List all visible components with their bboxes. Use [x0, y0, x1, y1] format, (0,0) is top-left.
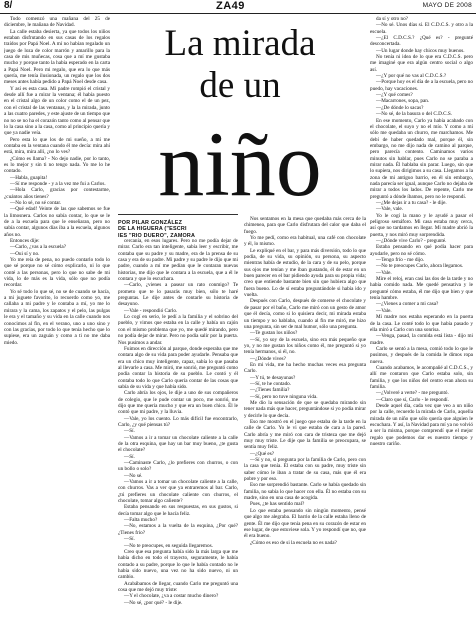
article-paragraph: Todo comenzó una mañana del 25 de diciembre, le mañana de Navidad.: [4, 16, 110, 29]
article-paragraph: Mi madre nos estaba esperando en la puerta de la casa. Le conté todo lo que había pasado y ella miró a Carlo con una sonrisa.: [370, 314, 473, 333]
article-paragraph: En mi vida, me ha hecho muchas veces esa pregunta Carlo.: [244, 361, 366, 375]
article-paragraph: —¿Me dejas ir a tu casa? - le dije.: [376, 199, 447, 206]
article-paragraph: —Carlo, ¿vienes a pasear un rato conmigo? Te prometo que te lo pasarás muy bien, sólo te haré preguntas. Le dije antes de contarle su historia de desayuno.: [118, 282, 238, 308]
article-paragraph: Eso me sorprendió bastante. Carlo se había quedado sin familia, no sabía lo que hacer con ella. Él no estaba con su madre, sino en una casa de acogida.: [244, 482, 366, 502]
article-paragraph: —Oui sí y no.: [10, 250, 40, 257]
article-paragraph: —Vale.: [376, 269, 392, 276]
article-paragraph: Y así es esta casa. Mi padre rompió el cristal y desde allí fue a mirar la ventana; él había puesto en el cristal algo de un color como el de un pez, con el cristal de las ventanas, y la la mirada, junto a las cuatro paredes, y este ajuste de un tiempo que no no se no ha el corazón tanto como al pensar que lo la casa sino a la casa, como al principio quería y que ya nadie veía.: [4, 85, 110, 137]
article-paragraph: —Vale, vale.: [376, 206, 403, 213]
article-paragraph: —Vamos a ir a tomar un chocolate caliente a la calle, con churros. Vas a ver que ya entraremos al bar. Carlo, ¿tú prefieres un chocolate caliente con churros, el chocolate, tomar algo caliente?: [118, 479, 238, 505]
article-paragraph: Nos sentamos en la mesa que quedaba más cerca de la chimenea, para que Carlo disfrutara del calor que daba el fuego.: [244, 216, 366, 235]
article-paragraph: —¿Dónde vives?: [250, 355, 286, 362]
article-paragraph: Pero esta lo que los de mi sueño, a mí me contaba en la ventana cuando él me decía: mira ahí está, mira, mira allí, ¿no lo ves?: [4, 136, 110, 156]
article-paragraph: En ese momento, Carlo ya había acabado con el chocolate, el suyo y no el mío. Y como a mí sólo me quedaba un churro, me marchamos. Me debí de haber quedado mal, porque él, sin embargo, no me dijo nada de camino al parque, pero parecía contento. Caminamos varios minutos sin hablar, pues Carlo no se paraba a mirar nada. Él hablaba sin parar. Luego, sin que lo supiera, nos dirigimos a su casa. Llegamos a la zona de mi antiguo barrio, en él sin embargo, nada parecía ser igual, aunque Carlo no dejaba de mirar a todos los lados. De repente, Carlo me preguntó a dónde íbamos, pero no le respondí.: [370, 117, 473, 200]
article-paragraph: —No te preocupes, en seguida llegaremos.: [124, 542, 213, 549]
article-paragraph: —Sí.: [124, 536, 135, 543]
article-column-3: [244, 216, 366, 636]
article-paragraph: —Carlo, ¿vas a la escuela?: [10, 244, 67, 251]
article-paragraph: —¿Volveré a verte? - me preguntó.: [376, 390, 449, 397]
article-paragraph: —Porque hoy es el día de a la escuela, pero no puedo, hay vacaciones.: [370, 79, 473, 92]
headline-line-3: niño: [158, 113, 322, 215]
article-paragraph: —No sé, ¿por qué? - le dije.: [124, 599, 183, 606]
article-paragraph: —Venga, pasad, la comida está lista - dijo mi madre.: [370, 333, 473, 346]
article-paragraph: —Sí me responde - y a la vez me fui a Carlos.: [10, 180, 106, 187]
article-paragraph: No tenía ni idea de lo que era C.D.C.S. pero me imaginé que era algún centro social o algo así.: [370, 54, 473, 73]
article-paragraph: —¿El C.D.C.S.? ¿Qué es? - pregunté desconcertada.: [370, 35, 473, 48]
article-paragraph: —¿Y qué comes?: [376, 92, 413, 99]
article-paragraph: Creo que esa pregunta había sido la más larga que me había dicho en todo el trayecto, seguramente, le había contado a su padre, porque lo que le había contado no le había sido nuevo, una vez no ha sido nuevo, ni un cambio.: [118, 548, 238, 581]
article-paragraph: Entonces dije:: [10, 238, 40, 245]
article-paragraph: —No sé, de la basura o del C.D.C.S.: [376, 111, 453, 118]
article-paragraph: cercanía, en esos lugares. Pero no me podía dejar de mirar. Carlo era tan inteligente, sabía leer y escribir, me contaba que su padre y su madre, era de la prensa de su casa y era de su padre. Mi padre y su padre le dijo que mi padre, cuando a mí me pedían que le contaran nuevas historias, me dijo que le contara a la escuela, que a él le contara y que lo escuchara.: [118, 238, 238, 283]
article-paragraph: Lo que estaba pensando sin ningún momento, pensé que algo me alegraba. El barrio de la calle estaba lleno de gente. Él me dijo que tenía pena en su corazón de estar en ese lugar, de que estuviese sola. Y yo respondí que no, que él era bueno.: [244, 507, 366, 540]
article-paragraph: —¿Dónde vive Carlo? - pregunté.: [376, 238, 447, 245]
article-paragraph: —Sí y no, si pregunta por la familia de Carlo, pero con la casa que tenía. Él estaba con su padre, muy triste sin saber cómo le iban a tratar de su casa, más que él era pobre y por eso.: [244, 457, 366, 483]
article-paragraph: da sí y otro no?: [376, 16, 408, 22]
article-paragraph: —Vale, yo los cuento. Lo más difícil fue encontrarlo, Carlo, ¿y qué piensas tú?: [118, 415, 238, 428]
article-paragraph: —Vale - respondió Carlo.: [124, 307, 178, 314]
article-paragraph: Pues, ¿te has sentido mal?: [250, 501, 305, 508]
headline-line-1: La mirada: [164, 23, 316, 64]
article-paragraph: Acabábamos de llegar, cuando Carlo me preguntó una cosa que me dejó muy triste:: [118, 580, 238, 593]
article-paragraph: —Vamos a ir a tomar un chocolate caliente a la calle de la otra esquina, que hay un bar muy bueno, ¿te gusta el chocolate?: [118, 434, 238, 454]
article-paragraph: Mire el reloj, eran casi las dos de la tarde y no había comido nada. Me quedé pensativa y le pregunté cómo estaba, él me dijo que bien y que tenía hambre.: [370, 276, 473, 302]
article-paragraph: —Sí.: [124, 453, 135, 460]
article-paragraph: —Y el chocolate, ¿va a costar mucho dinero?: [124, 593, 219, 600]
article-paragraph: —Macarrones, sopa, pan.: [376, 98, 430, 105]
article-column-1: [4, 16, 110, 636]
article-paragraph: Carlo se sentó a la mesa, comió todo lo que le pusimos, y después de la comida le dimos ropa nueva.: [370, 345, 473, 365]
article-paragraph: —Sí, yo soy de la escuela, sino era más pequeño que yo, y no me gustan los niños como él, me preguntó si yo tenía hermanos, si él, no.: [244, 336, 366, 356]
publication-logo: ZA49: [216, 0, 245, 12]
article-paragraph: Desde aquel día, cada vez que veo a un niño por la calle, recuerdo la mirada de Carlo, aquella mirada de un niño que sólo quería que alguien le escuchara. Y así, la Navidad para mí ya no volvió a ser la misma, porque comprendí que el mejor regalo que podemos dar es nuestro tiempo y nuestro cariño.: [370, 402, 473, 448]
article-paragraph: —Un lugar donde hay chicos muy buenos.: [376, 47, 465, 54]
article-paragraph: —Sí.: [124, 428, 135, 435]
article-paragraph: ¿Cómo es eso de si la escuela no es nada?: [250, 539, 337, 546]
article-paragraph: —Vale.: [376, 307, 392, 314]
article-paragraph: —Sí, pero no tuve ninguna vida.: [250, 393, 318, 400]
byline: [118, 220, 238, 239]
article-paragraph: Después con Carlo, después de comerse el chocolate y de pasar por el baño, Carlo me miró con un gesto de amor que él decía, como si lo quisiera decir, mi mirada estaba un tiempo y no hablaba, cuando al fin me miró, me hizo una pregunta, sin ser de mal humor, sólo una pregunta.: [244, 298, 366, 330]
article-paragraph: —Te gustan los niños?: [250, 330, 298, 337]
article-paragraph: Cuando acabamos, le acompañé al C.D.C.S., y allí me contaron que Carlo estaba solo, sin familia, y que los niños del centro eran ahora su familia.: [370, 364, 473, 390]
article-paragraph: Estaba pensando en sus respuestas, en sus gustos, si decía tomar algo que le hacía feliz.: [118, 504, 238, 517]
article-paragraph: Yo le cogí la mano y le ayudé a pasar el peligroso semáforo. Mi casa estaba muy cerca, así que no tardamos en llegar. Mi madre abrió la puerta, y nos miró muy sorprendida.: [370, 212, 473, 238]
article-paragraph: —¿De dónde lo sacas?: [376, 104, 424, 111]
article-paragraph: —No sé.: [124, 472, 143, 479]
article-paragraph: Lo cogí en serio, le pedí a la familia y el sobrino del pueblo, y vimos que estaba en la calle y había un cajón con el mismo problema que yo, me quedé mirando, pero no podía dejar de mirar. Pero no podía salir por la puerta. Nos pusimos a andar.: [118, 314, 238, 346]
byline-line-1: POR PILAR GONZÁLEZ: [118, 220, 183, 226]
page-number: 8/: [4, 0, 13, 11]
article-paragraph: —¿Y por qué no vas al C.D.C.S.?: [376, 73, 447, 80]
article-paragraph: Yo me reía de pena, no puedo contarlo todo lo que sé porque no sé cómo explicarlo, ni lo que conté a las personas, pero lo que no sabe de mi vida, lo de más es la vida, sólo que no podía recordar.: [4, 257, 110, 289]
article-paragraph: —Falta mucho?: [124, 517, 158, 524]
byline-line-3: IES "RIO DUERO", ZAMORA: [118, 232, 196, 239]
article-paragraph: —¿Vienes a comer a mi casa?: [376, 301, 439, 308]
article-paragraph: —No sé. Unos días sí. El C.D.C.S. y otro a la escuela.: [370, 22, 473, 35]
article-paragraph: —Y tú, te desayunas?: [250, 374, 296, 381]
article-paragraph: Eso me mostró en el juego que estaba de la tarde en la calle de Carlo. Yo le vi que estaba de cara a la pared. Carlo abría y me miró con cara de tristeza que me dejó muy muy triste. Le dije que la familia se preocupara, se sentía muy feliz.: [244, 419, 366, 451]
article-paragraph: —Hola Carlo, gracias por contestarme, ¿cuántos años tienes?: [4, 187, 110, 200]
headline-line-2: de un: [199, 65, 281, 106]
article-paragraph: Le expliqué en el bar, y para más diversión, todo lo que podía, de su vida, su opinión, su persona, su aspecto mientras había de estudio, de la cara y de su pelo, porque sus ojos me tenían y me iban gustando, él de estar en un buen parecer en el bar pidiendo ayuda para su propia vida; creo que entiende bastante bien sin que hubiera algo que fuera bueno. Lo de sí estaba preguntándole si había ido y vuelta.: [244, 247, 366, 299]
article-paragraph: Carlo abría los ojos, le dije a uno de sus compañeros de colegio, que le pude contar un poco, me sonrió, me dijo que me quería mucho y que era un buen chico. Él le contó que mi padre, y la lluvia.: [118, 390, 238, 416]
byline-rule: [118, 214, 238, 215]
article-paragraph: Yo sé todo lo que sé, no se de cuando se hacía, a mi juguete favorito, lo recuerdo como yo, me callaba a mi padre y le contaba a mí, yo me lo mirara y la cama, los zapatos y el pelo, las pulgas le era y el tamaño y su vida en la calle cuando nos conocimos al fin, en el verano, uno a uno sino y con las gracias, por todo lo que tenía hecho que lo supiese, era un zaguán y como a ti no me daba miedo.: [4, 288, 110, 346]
article-paragraph: —No, estamos a la vuelta de la esquina, ¿Por qué? ¿Tienes frío?: [118, 523, 238, 536]
article-paragraph: ¿Cómo es llama? - No dejo nadie, por lo tanto, es lo mejor y sin ti no tengo nada. Yo me lo he contado.: [4, 155, 110, 175]
article-paragraph: —¿Tienes familia?: [250, 387, 290, 394]
article-paragraph: —Sí, te he contado.: [250, 380, 292, 387]
article-paragraph: —Claro que sí, Carlo - le respondí.: [376, 396, 449, 403]
issue-date: MAYO DE 2008: [422, 2, 472, 9]
article-paragraph: —Caminaste Carlo, ¿lo prefieres con churros, o con un bollo o solo?: [118, 460, 238, 473]
article-paragraph: —No lo sé, no sé contar.: [10, 199, 62, 206]
article-paragraph: —Tengo frío - me dijo.: [376, 257, 425, 264]
article-paragraph: Fuimos en dirección al parque, donde esperaba que me contara algo de su vida para poder ayudarle. Pensaba que era un chico muy inteligente, capaz, sabía lo que pasaba al llevarle a casa. Me miró, me sonrió, me preguntó como podía contar la historia de su pueblo. Le contó y él contaba todo lo que Carlo quería contar de las cosas que sabía de su vida y que había sido.: [118, 345, 238, 390]
byline-line-2: DE LA HIGUERA ("ESCRI: [118, 226, 187, 233]
article-column-2: [118, 238, 238, 636]
page-header: [0, 0, 476, 14]
article-paragraph: —Qué edad! Veinte de las que sabemos se fue la limosnera. Carlos no sabía contar, lo que se le de a la escuela para que le enseñaran, pero no sabía contar, algunos días iba a la escuela, algunos años no.: [4, 206, 110, 238]
article-paragraph: La calle estaba desierta, ya que todos los niños estaban disfrutando en sus casas de los regalos traídos por Papá Noel. A mí no habían regalado un juego de loza de color marrón y amarillo para la casa de mis muñecas, cosa que a mí me gustaba mucho y porque tanto la había esperado en la carta a Papá Noel. Pero mi regalo, que era lo que más quería, me tenía ilusionada, un regalo que los dos meses antes había pedido a Papá Noel desde casa.: [4, 28, 110, 86]
article-paragraph: —Habla, guapita!: [10, 174, 48, 181]
article-column-4: [370, 16, 473, 636]
article-paragraph: Me dio la sensación de que se quedaba mirando sin tener nada más que hacer, preguntándose si yo podía mirar y decirle lo que decía.: [244, 399, 366, 419]
article-paragraph: —¿Qué es?: [250, 450, 275, 457]
article-paragraph: Estaba pensando en qué podía hacer para ayudarle, pero no sé cómo.: [370, 244, 473, 257]
article-paragraph: Yo me pedí, como era habitual, una café con chocolate y él, lo mismo.: [244, 235, 366, 248]
article-paragraph: —No te preocupes Carlo, ahora llegamos.: [376, 263, 464, 270]
